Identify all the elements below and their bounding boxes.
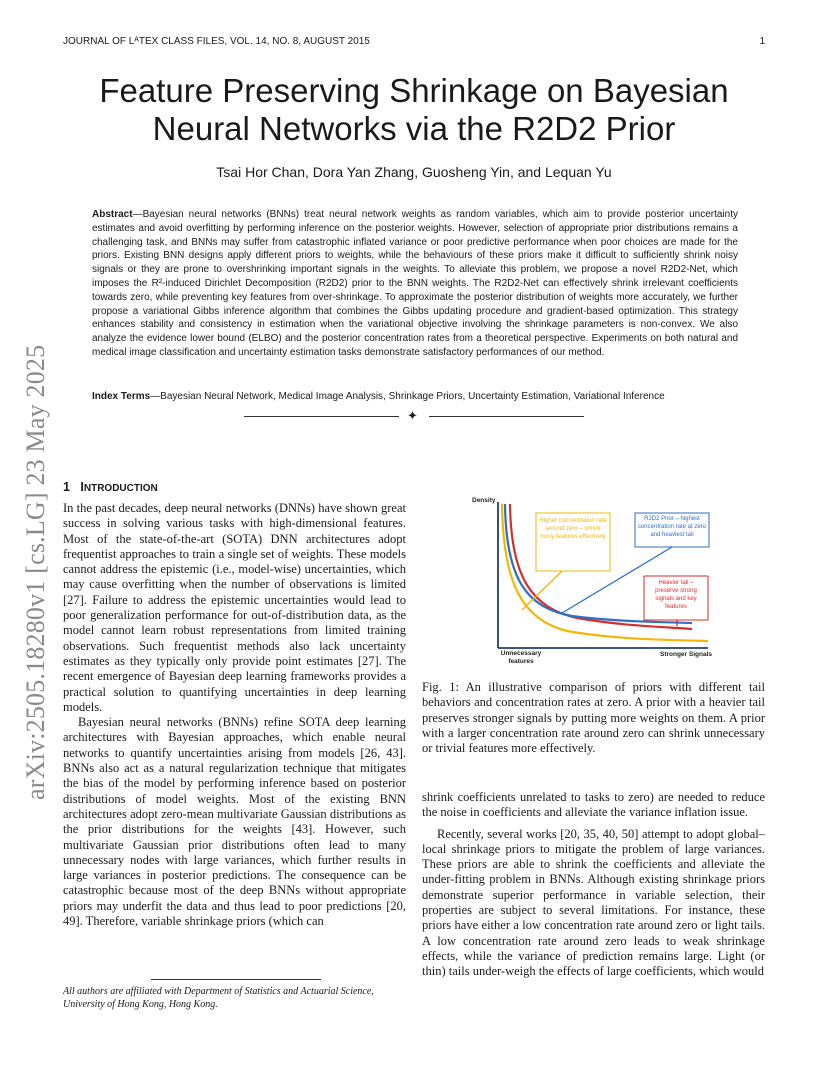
abstract	[92, 208, 738, 360]
yellow-callout	[536, 513, 610, 571]
x-label-right: Stronger Signals	[659, 651, 712, 658]
blue-callout	[635, 513, 709, 547]
arxiv-identifier: arXiv:2505.18280v1 [cs.LG] 23 May 2025	[21, 344, 50, 800]
x-label-left-text: Unnecessary features	[500, 650, 542, 665]
abstract-label: Abstract	[92, 209, 133, 220]
separator-diamond-icon: ✦	[407, 408, 418, 423]
section-heading	[63, 480, 158, 494]
footnote: All authors are affiliated with Department of Statistics and Actuarial Science, University of Hong Kong, Hong Kong.	[63, 986, 374, 1010]
y-axis-label: Density	[472, 497, 496, 504]
x-label-left	[496, 650, 546, 670]
figure-caption: Fig. 1: An illustrative comparison of priors with different tail behaviors and concentration rates at zero. A prior with a heavier tail preserves stronger signals by putting more weights on them. A prior with a larger concentration rate around zero can shrink unnecessary or trivial features more effectively.	[422, 680, 765, 756]
abstract-text: —Bayesian neural networks (BNNs) treat neural network weights as random variables, which aim to provide posterior uncertainty estimates and avoid overfitting by performing inference on the posterior weights. However, selection of appropriate prior distributions remains a challenging task, and BNNs may suffer from catastrophic inflated variance or poor predictive performance when poor choices are made for the priors. Existing BNN designs apply different priors to weights, while the behaviours of these priors make it difficult to sufficiently shrink noisy signals or they are prone to overshrinking important signals in the weights. To alleviate this problem, we propose a novel R2D2-Net, which imposes the R²-induced Dirichlet Decomposition (R2D2) prior to the BNN weights. The R2D2-Net can effectively shrink irrelevant coefficients towards zero, while preventing key features from over-shrinkage. To approximate the posterior distribution of weights more accurately, we further propose a variational Gibbs inference algorithm that combines the Gibbs updating procedure and gradient-based optimization. This strategy enhances stability and consistency in estimation when the variational objective involving the shrinkage parameters is non-convex. We also analyze the evidence lower bound (ELBO) and the posterior concentration rates from a theoretical perspective. Experiments on both natural and medical image classification and uncertainty estimation tasks demonstrate satisfactory performances of our method.	[92, 209, 738, 358]
paragraph: Recently, several works [20, 35, 40, 50] attempt to adopt global–local shrinkage priors to mitigate the problem of large variances. These priors are able to shrink the coefficients and alleviate the under-fitting problem in BNNs. Although existing shrinkage priors demonstrate superior performance in variable selection, their properties are subject to several limitations. For instance, these priors have either a low concentration rate around zero or light tails. A low concentration rate around zero leads to weak shrinkage effects, while the variance of prediction remains large. Light (or thin) tails under-weigh the effects of large coefficients, which would	[422, 826, 765, 979]
blue-callout-text: R2D2 Prior – highest concentration rate at zero and heaviest tail	[637, 516, 707, 538]
prior-comparison-illustration	[472, 488, 722, 670]
separator-line-left	[244, 416, 399, 417]
section-number: 1	[63, 480, 70, 494]
journal-header: JOURNAL OF LᴬTEX CLASS FILES, VOL. 14, NO. 8, AUGUST 2015	[63, 36, 370, 47]
section-separator	[244, 408, 584, 424]
section-title-rest: NTRODUCTION	[83, 483, 158, 494]
index-terms-label: Index Terms	[92, 391, 151, 402]
figure-1	[472, 488, 722, 670]
red-callout	[644, 576, 708, 620]
index-terms-text: —Bayesian Neural Network, Medical Image Analysis, Shrinkage Priors, Uncertainty Estimation, Variational Inference	[150, 391, 665, 402]
page-number: 1	[759, 36, 765, 47]
section-title-initial: I	[80, 480, 84, 494]
running-header	[63, 36, 765, 50]
paragraph: Bayesian neural networks (BNNs) refine SOTA deep learning architectures with Bayesian approaches, which enable neural networks to quantify uncertainties arising from models [26, 43]. BNNs also act as a natural regularization technique that mitigates the bias of the model by performing inference based on posterior distributions of model weights. Most of the existing BNN architectures adopt zero-mean multivariate Gaussian distributions as the prior distributions for the weights [43]. However, such multivariate Gaussian prior distributions often lead to many unnecessary nodes with large variances, which further results in large variances in posterior predictions. The consequence can be catastrophic because most of the deep BNNs without appropriate priors may underfit the data and thus lead to poor predictions [20, 49]. Therefore, variable shrinkage priors (which can	[63, 715, 406, 929]
author-list: Tsai Hor Chan, Dora Yan Zhang, Guosheng Yin, and Lequan Yu	[216, 164, 612, 180]
footnote-rule	[151, 979, 321, 980]
red-callout-text: Heavier tail – preserve strong signals and key features	[655, 580, 697, 610]
index-terms	[92, 390, 738, 404]
paper-title: Feature Preserving Shrinkage on Bayesian Neural Networks via the R2D2 Prior	[99, 72, 729, 147]
paragraph: In the past decades, deep neural networks (DNNs) have shown great success in solving various tasks with high-dimensional features. Most of the state-of-the-art (SOTA) DNN architectures adopt frequentist approaches to train a single set of weights. These models cannot address the epistemic (i.e., model-wise) uncertainties, which may cause overfitting when the number of observations is limited [27]. Failure to address the epistemic uncertainties would lead to poor generalization performance for out-of-distribution data, as the model cannot learn robust representations from limited training observations. Such frequentist methods also lack uncertainty estimates as they typically only provide point estimates [27]. The recent emergence of Bayesian deep learning frameworks provides a practical solution to quantifying uncertainties in deep learning models.	[63, 501, 406, 714]
left-column	[63, 501, 406, 929]
yellow-callout-text: Higher concentration rate around zero – shrink noisy features effectively	[539, 518, 607, 540]
separator-line-right	[429, 416, 584, 417]
right-column	[422, 790, 765, 980]
paragraph: shrink coefficients unrelated to tasks to zero) are needed to reduce the noise in coefficients and alleviate the variance inflation issue.	[422, 790, 765, 820]
